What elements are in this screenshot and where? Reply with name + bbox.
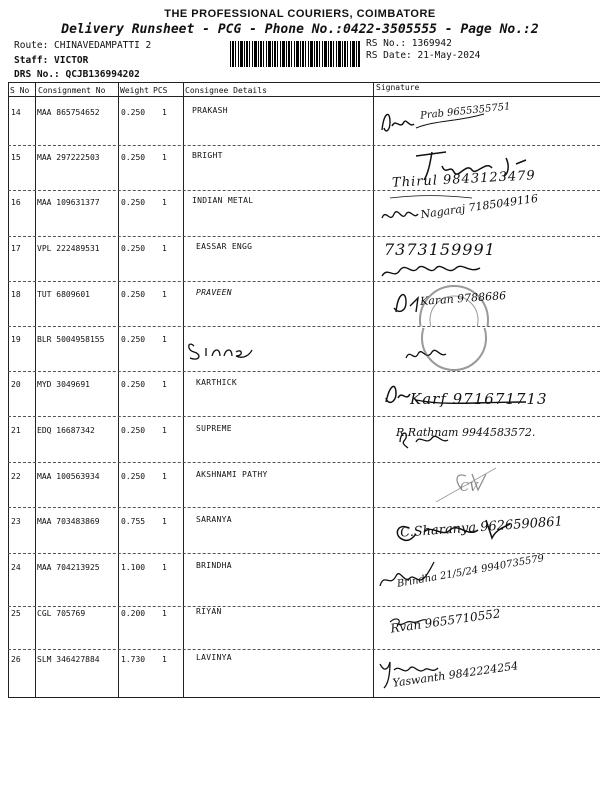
signature-text: Thirul 9843123479	[391, 168, 537, 191]
row-consignee: SUPREME	[196, 424, 232, 433]
table-header-border	[8, 96, 600, 97]
row-consignment-no: TUT 6809601	[37, 290, 90, 299]
row-sno: 22	[11, 472, 21, 481]
row-divider	[8, 416, 600, 417]
row-weight: 1.100	[121, 563, 146, 572]
row-weight: 0.200	[121, 609, 146, 618]
row-consignee: BRIGHT	[192, 151, 223, 160]
rs-date: RS Date: 21-May-2024	[366, 50, 481, 61]
row-sno: 26	[11, 655, 21, 664]
signature-text: Yaswanth 9842224254	[391, 659, 519, 690]
row-sno: 17	[11, 244, 21, 253]
signature-supreme	[376, 418, 600, 462]
row-pcs: 1	[162, 472, 167, 481]
company-name: THE PROFESSIONAL COURIERS, COIMBATORE	[164, 8, 436, 20]
row-consignment-no: SLM 346427884	[37, 655, 100, 664]
rs-number: RS No.: 1369942	[366, 38, 452, 49]
column-header-consignment: Consignment No	[38, 86, 106, 95]
row-consignment-no: MAA 865754652	[37, 108, 100, 117]
row-pcs: 1	[162, 244, 167, 253]
row-consignment-no: EDQ 16687342	[37, 426, 95, 435]
row-weight: 0.250	[121, 108, 146, 117]
staff-label: Staff: VICTOR	[14, 55, 89, 66]
row-pcs: 1	[162, 108, 167, 117]
signature-text: C.Sharanya 9626590861	[399, 514, 564, 541]
row-weight: 0.250	[121, 380, 146, 389]
row-weight: 0.250	[121, 335, 146, 344]
row-consignee: PRAKASH	[192, 106, 228, 115]
row-consignment-no: CGL 705769	[37, 609, 86, 618]
row-consignment-no: MAA 703483869	[37, 517, 100, 526]
row-weight: 0.250	[121, 198, 146, 207]
signature-text: Karan 9788686	[419, 289, 507, 308]
row-sno: 25	[11, 609, 21, 618]
row-weight: 0.755	[121, 517, 146, 526]
row-weight: 0.250	[121, 290, 146, 299]
row-consignee: INDIAN METAL	[192, 196, 254, 205]
signature-text: Prab 9655355751	[419, 101, 512, 122]
signature-text	[196, 340, 235, 356]
row-consignee: EASSAR ENGG	[196, 242, 253, 251]
row-consignment-no: VPL 222489531	[37, 244, 100, 253]
signature-text: Brindha 21/5/24 9940735579	[396, 553, 545, 590]
signature-praveen	[376, 282, 600, 326]
row-weight: 0.250	[121, 244, 146, 253]
column-header-consignee: Consignee Details	[185, 86, 267, 95]
signature-text: R.Rathnam 9944583572.	[396, 426, 536, 439]
column-header-weight: Weight	[120, 86, 149, 95]
row-sno: 14	[11, 108, 21, 117]
row-consignee: BRINDHA	[196, 561, 232, 570]
row-sno: 23	[11, 517, 21, 526]
row-sno: 18	[11, 290, 21, 299]
row-consignee: RIYAN	[196, 607, 222, 616]
row-divider	[8, 326, 600, 327]
row-pcs: 1	[162, 517, 167, 526]
column-header-pcs: PCS	[153, 86, 168, 95]
signature-akshnami-pathy	[376, 462, 600, 506]
row-weight: 1.730	[121, 655, 146, 664]
column-header-signature: Signature	[376, 83, 420, 92]
signature-text: CV	[460, 480, 478, 494]
row-pcs: 1	[162, 426, 167, 435]
row-consignment-no: MAA 100563934	[37, 472, 100, 481]
signature-indian-metal	[376, 190, 600, 234]
row-consignment-no: MAA 704213925	[37, 563, 100, 572]
signature-text: 7373159991	[384, 240, 496, 259]
barcode	[230, 41, 360, 67]
signature-text: Nagaraj 7185049116	[419, 191, 539, 222]
row-consignment-no: BLR 5004958155	[37, 335, 105, 344]
row-sno: 15	[11, 153, 21, 162]
row-sno: 24	[11, 563, 21, 572]
signature-text: Rvan 9655710552	[389, 606, 502, 636]
row-sno: 20	[11, 380, 21, 389]
drs-number: DRS No.: QCJB136994202	[14, 69, 140, 80]
row-consignee: SARANYA	[196, 515, 232, 524]
row-weight: 0.250	[121, 426, 146, 435]
row-pcs: 1	[162, 335, 167, 344]
row-consignment-no: MAA 109631377	[37, 198, 100, 207]
route-label: Route: CHINAVEDAMPATTI 2	[14, 40, 152, 51]
row-consignment-no: MAA 297222503	[37, 153, 100, 162]
row-pcs: 1	[162, 655, 167, 664]
row-sno: 16	[11, 198, 21, 207]
row-consignment-no: MYD 3049691	[37, 380, 90, 389]
row-consignee: AKSHNAMI PATHY	[196, 470, 268, 479]
table-top-border	[8, 82, 600, 83]
signature-blr-stamp	[376, 328, 600, 372]
row-sno: 21	[11, 426, 21, 435]
row-pcs: 1	[162, 563, 167, 572]
column-header-sno: S No	[10, 86, 30, 95]
row-weight: 0.250	[121, 472, 146, 481]
row-consignee: PRAVEEN	[196, 288, 232, 297]
row-pcs: 1	[162, 609, 167, 618]
row-consignee: KARTHICK	[196, 378, 237, 387]
runsheet-title: Delivery Runsheet - PCG - Phone No.:0422-3505555 - Page No.:2	[61, 22, 539, 37]
row-pcs: 1	[162, 380, 167, 389]
row-sno: 19	[11, 335, 21, 344]
row-consignee: LAVINYA	[196, 653, 232, 662]
signature-text: Karf 971671713	[410, 390, 548, 408]
table-bottom-border	[8, 697, 600, 698]
row-pcs: 1	[162, 198, 167, 207]
row-pcs: 1	[162, 290, 167, 299]
row-pcs: 1	[162, 153, 167, 162]
row-weight: 0.250	[121, 153, 146, 162]
